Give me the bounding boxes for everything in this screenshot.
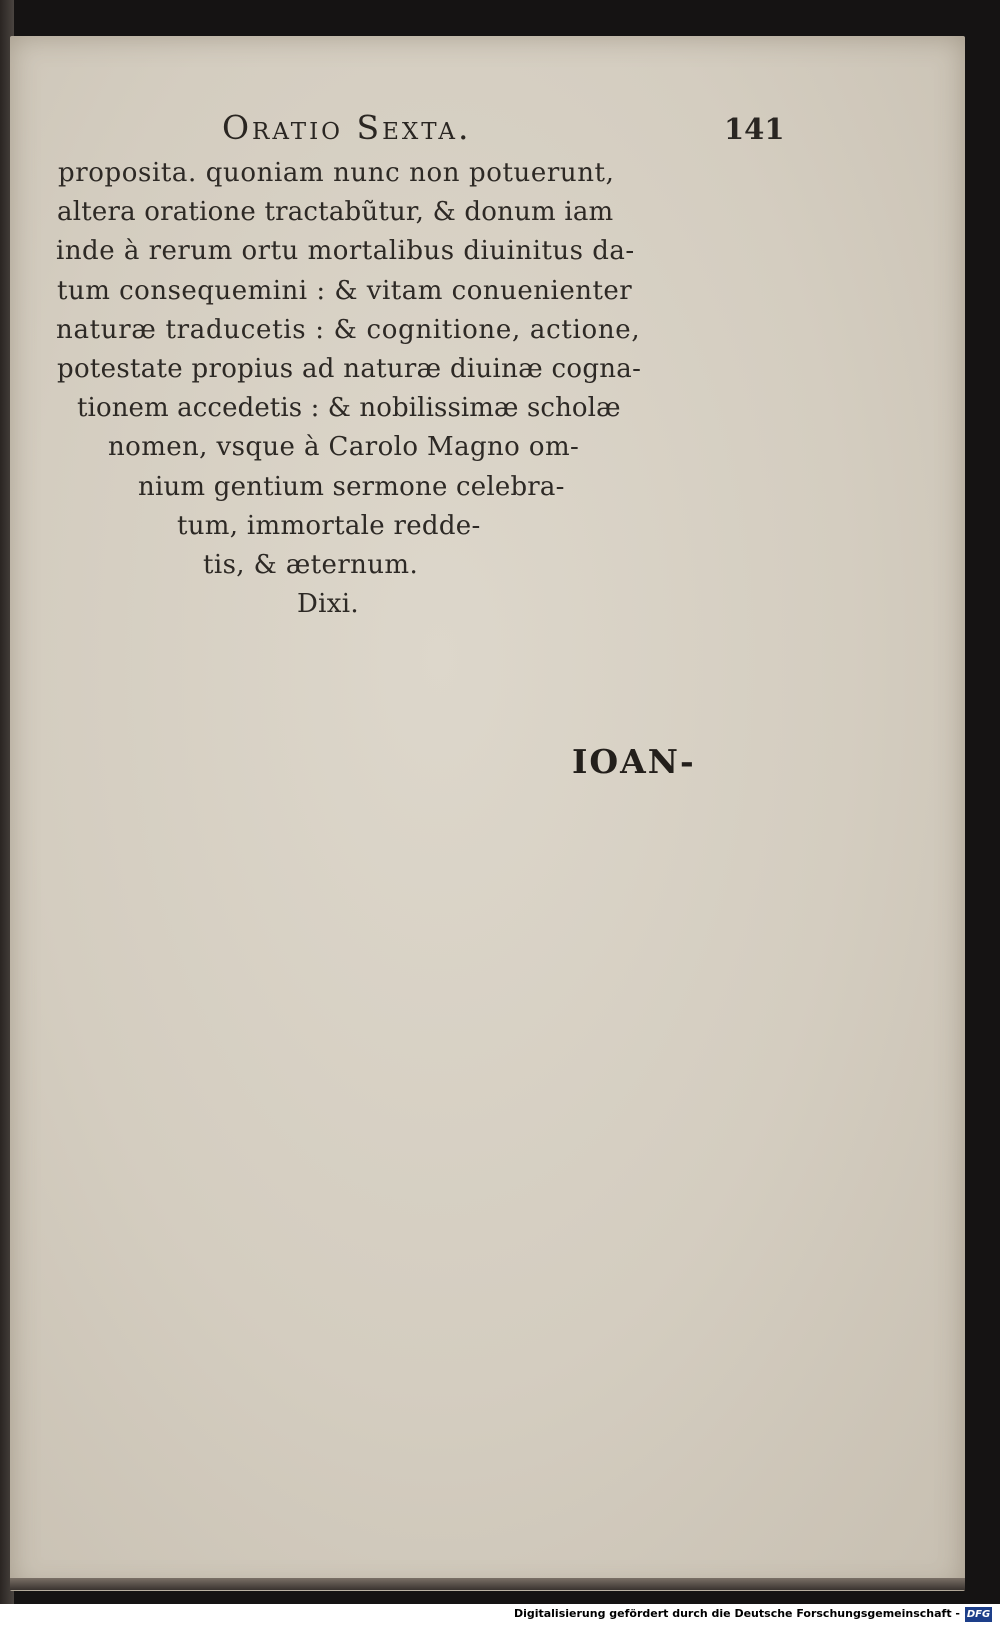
text-line: inde à rerum ortu mortalibus diuinitus da- — [56, 236, 635, 267]
page-bottom-edge — [10, 1578, 965, 1590]
body-text — [40, 154, 740, 624]
closing-word: Dixi. — [297, 589, 359, 620]
footer-bar — [0, 1604, 1000, 1626]
dfg-logo: DFG — [966, 1609, 991, 1620]
text-line: potestate propius ad naturæ diuinæ cogna- — [57, 354, 642, 385]
funding-credit: Digitalisierung gefördert durch die Deutsche Forschungsgemeinschaft - — [513, 1607, 960, 1620]
running-title: Oratio Sexta. — [222, 108, 472, 147]
text-line: nomen, vsque à Carolo Magno om- — [108, 432, 580, 463]
catchword: IOAN- — [572, 742, 696, 781]
page-number: 141 — [724, 112, 785, 146]
text-line: tionem accedetis : & nobilissimæ scholæ — [77, 393, 621, 424]
text-line: nium gentium sermone celebra- — [138, 471, 565, 502]
text-line: naturæ traducetis : & cognitione, actione, — [56, 314, 641, 345]
text-line: proposita. quoniam nunc non potuerunt, — [58, 158, 615, 188]
text-line: tum consequemini : & vitam conuenienter — [57, 275, 633, 306]
text-line: tis, & æternum. — [203, 550, 419, 581]
text-line: tum, immortale redde- — [177, 510, 481, 541]
text-line: altera oratione tractabũtur, & donum iam — [57, 197, 614, 228]
page-header — [0, 108, 1000, 158]
